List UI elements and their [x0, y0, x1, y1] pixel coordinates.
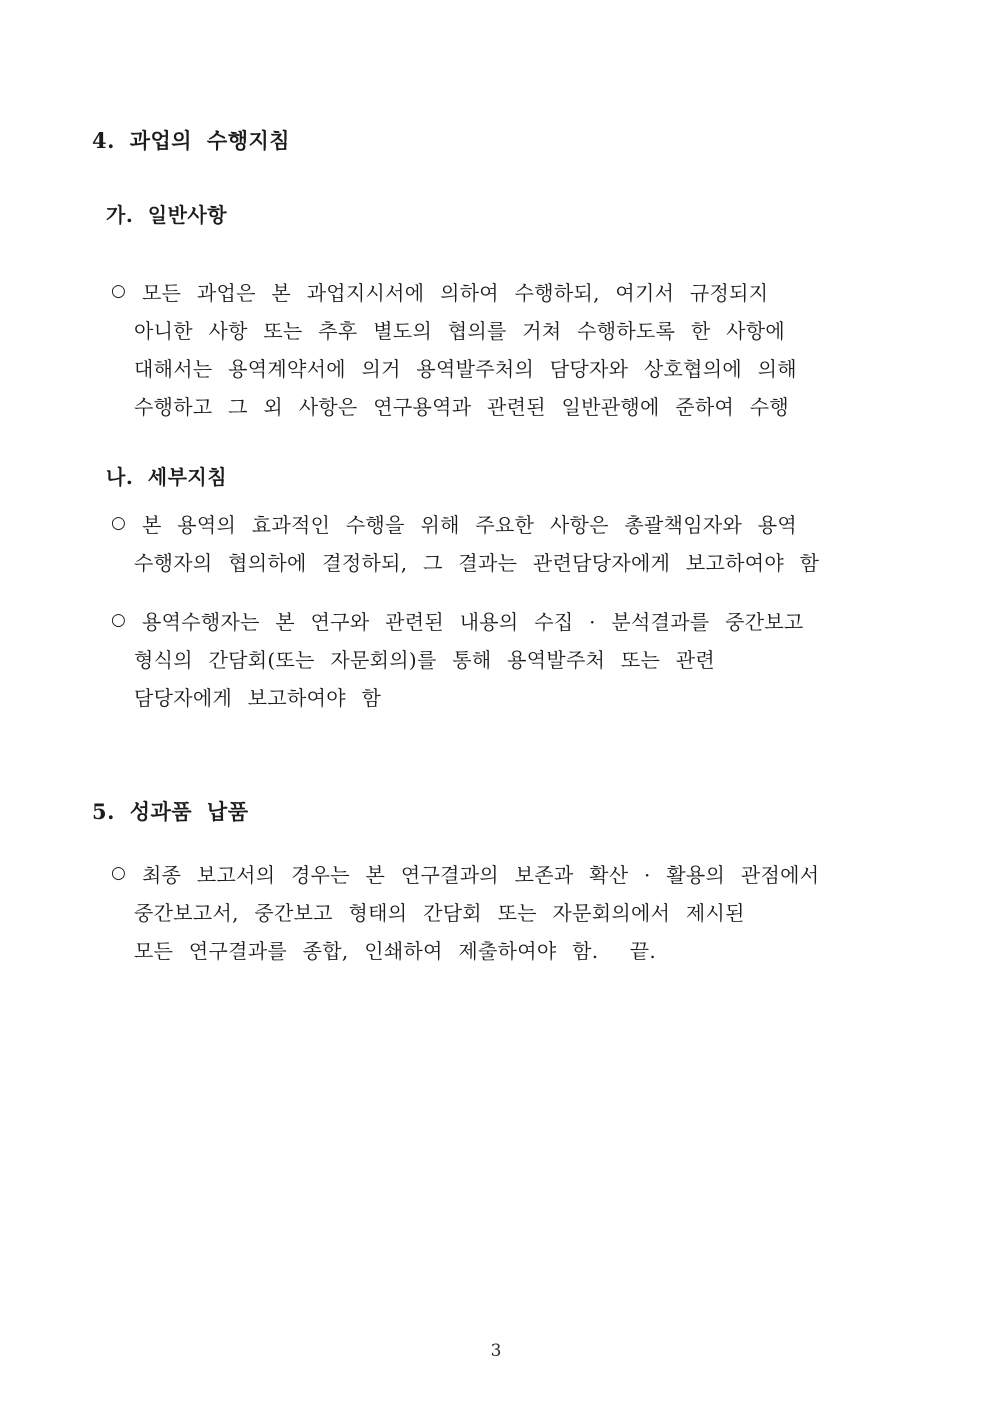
bullet-marker: ○: [111, 513, 126, 533]
bullet-marker: ○: [111, 281, 126, 301]
bullet-paragraph: [111, 274, 942, 426]
text-line: 담당자에게 보고하여야 함: [134, 686, 382, 710]
bullet-marker: ○: [111, 610, 126, 630]
sub-heading: 나. 세부지침: [106, 465, 228, 489]
text-line: 최종 보고서의 경우는 본 연구결과의 보존과 확산 · 활용의 관점에서: [142, 863, 820, 887]
bullet-paragraph: [111, 506, 942, 582]
text-line: 모든 과업은 본 과업지시서에 의하여 수행하되, 여기서 규정되지: [142, 281, 769, 305]
text-line: 수행하고 그 외 사항은 연구용역과 관련된 일반관행에 준하여 수행: [134, 395, 789, 419]
bullet-paragraph: [111, 856, 942, 970]
text-line: 모든 연구결과를 종합, 인쇄하여 제출하여야 함. 끝.: [134, 939, 656, 963]
text-line: 형식의 간담회(또는 자문회의)를 통해 용역발주처 또는 관련: [134, 648, 716, 672]
text-line: 중간보고서, 중간보고 형태의 간담회 또는 자문회의에서 제시된: [134, 901, 745, 925]
text-line: 용역수행자는 본 연구와 관련된 내용의 수집 · 분석결과를 중간보고: [142, 610, 804, 634]
bullet-paragraph: [111, 603, 942, 717]
section-heading: 4. 과업의 수행지침: [92, 128, 291, 153]
page-number: 3: [490, 1341, 502, 1361]
text-line: 수행자의 협의하에 결정하되, 그 결과는 관련담당자에게 보고하여야 함: [134, 551, 820, 575]
text-line: 아니한 사항 또는 추후 별도의 협의를 거쳐 수행하도록 한 사항에: [134, 319, 786, 343]
section-heading: 5. 성과품 납품: [92, 799, 249, 824]
text-line: 대해서는 용역계약서에 의거 용역발주처의 담당자와 상호협의에 의해: [134, 357, 797, 381]
text-line: 본 용역의 효과적인 수행을 위해 주요한 사항은 총괄책임자와 용역: [142, 513, 797, 537]
sub-heading: 가. 일반사항: [106, 203, 228, 227]
bullet-marker: ○: [111, 863, 126, 883]
